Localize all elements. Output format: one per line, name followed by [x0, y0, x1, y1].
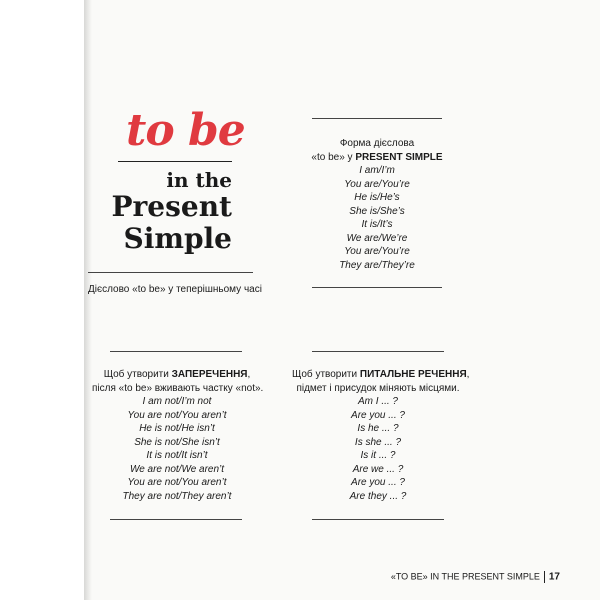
negation-row: We are not/We aren’t — [129, 463, 225, 475]
form-row: She is/She’s — [349, 205, 405, 217]
question-row: Are you ... ? — [351, 409, 405, 421]
question-row: Am I ... ? — [357, 396, 398, 407]
subtitle: Дієслово «to be» у теперішньому часі — [88, 284, 262, 295]
negation-top-rule — [110, 351, 242, 352]
form-bottom-rule — [312, 287, 442, 288]
form-top-rule — [312, 118, 442, 119]
title-in-the: in the — [166, 168, 232, 192]
title-underline — [118, 161, 232, 162]
question-row: Is it ... ? — [360, 450, 396, 461]
form-heading-2: «to be» у PRESENT SIMPLE — [311, 151, 443, 163]
negation-row: He is not/He isn’t — [139, 423, 215, 434]
form-block — [300, 137, 454, 272]
negation-row: It is not/It isn’t — [146, 450, 208, 461]
question-row: Are you ... ? — [351, 477, 405, 488]
question-row: Are we ... ? — [352, 463, 404, 475]
book-page — [84, 0, 600, 600]
question-top-rule — [312, 351, 444, 352]
footer-separator — [544, 571, 545, 583]
question-bottom-rule — [312, 519, 444, 520]
question-heading-1: Щоб утворити ПИТАЛЬНЕ РЕЧЕННЯ, — [292, 369, 470, 380]
question-heading-2: підмет і присудок міняють місцями. — [296, 382, 460, 394]
form-row: They are/They’re — [339, 259, 415, 271]
negation-row: You are not/You aren’t — [127, 477, 227, 488]
form-row: You are/You’re — [344, 178, 410, 190]
page-gutter — [84, 0, 92, 600]
form-row: It is/It’s — [361, 219, 393, 230]
form-row: We are/We’re — [346, 232, 408, 244]
form-row: I am/I’m — [359, 165, 395, 176]
title-to-be: to be — [126, 105, 245, 156]
page-number: 17 — [548, 571, 560, 583]
page-footer — [350, 571, 560, 583]
negation-row: She is not/She isn’t — [134, 436, 220, 448]
subtitle-rule — [88, 272, 253, 273]
form-row: You are/You’re — [344, 246, 410, 257]
negation-heading-2: після «to be» вживають частку «not». — [92, 382, 264, 394]
negation-bottom-rule — [110, 519, 242, 520]
question-row: Are they ... ? — [349, 490, 407, 502]
negation-heading-1: Щоб утворити ЗАПЕРЕЧЕННЯ, — [103, 369, 251, 380]
form-row: He is/He’s — [354, 192, 400, 203]
negation-block — [92, 368, 262, 503]
title-simple: Simple — [123, 222, 232, 255]
footer-running-title: «TO BE» IN THE PRESENT SIMPLE — [390, 571, 540, 582]
negation-row: You are not/You aren’t — [127, 409, 227, 421]
question-row: Is she ... ? — [354, 436, 402, 448]
negation-row: They are not/They aren’t — [122, 490, 232, 502]
form-heading-1: Форма дієслова — [339, 138, 415, 149]
question-row: Is he ... ? — [357, 423, 399, 434]
question-block — [292, 368, 470, 503]
negation-row: I am not/I’m not — [142, 396, 212, 407]
title-present: Present — [111, 190, 232, 223]
